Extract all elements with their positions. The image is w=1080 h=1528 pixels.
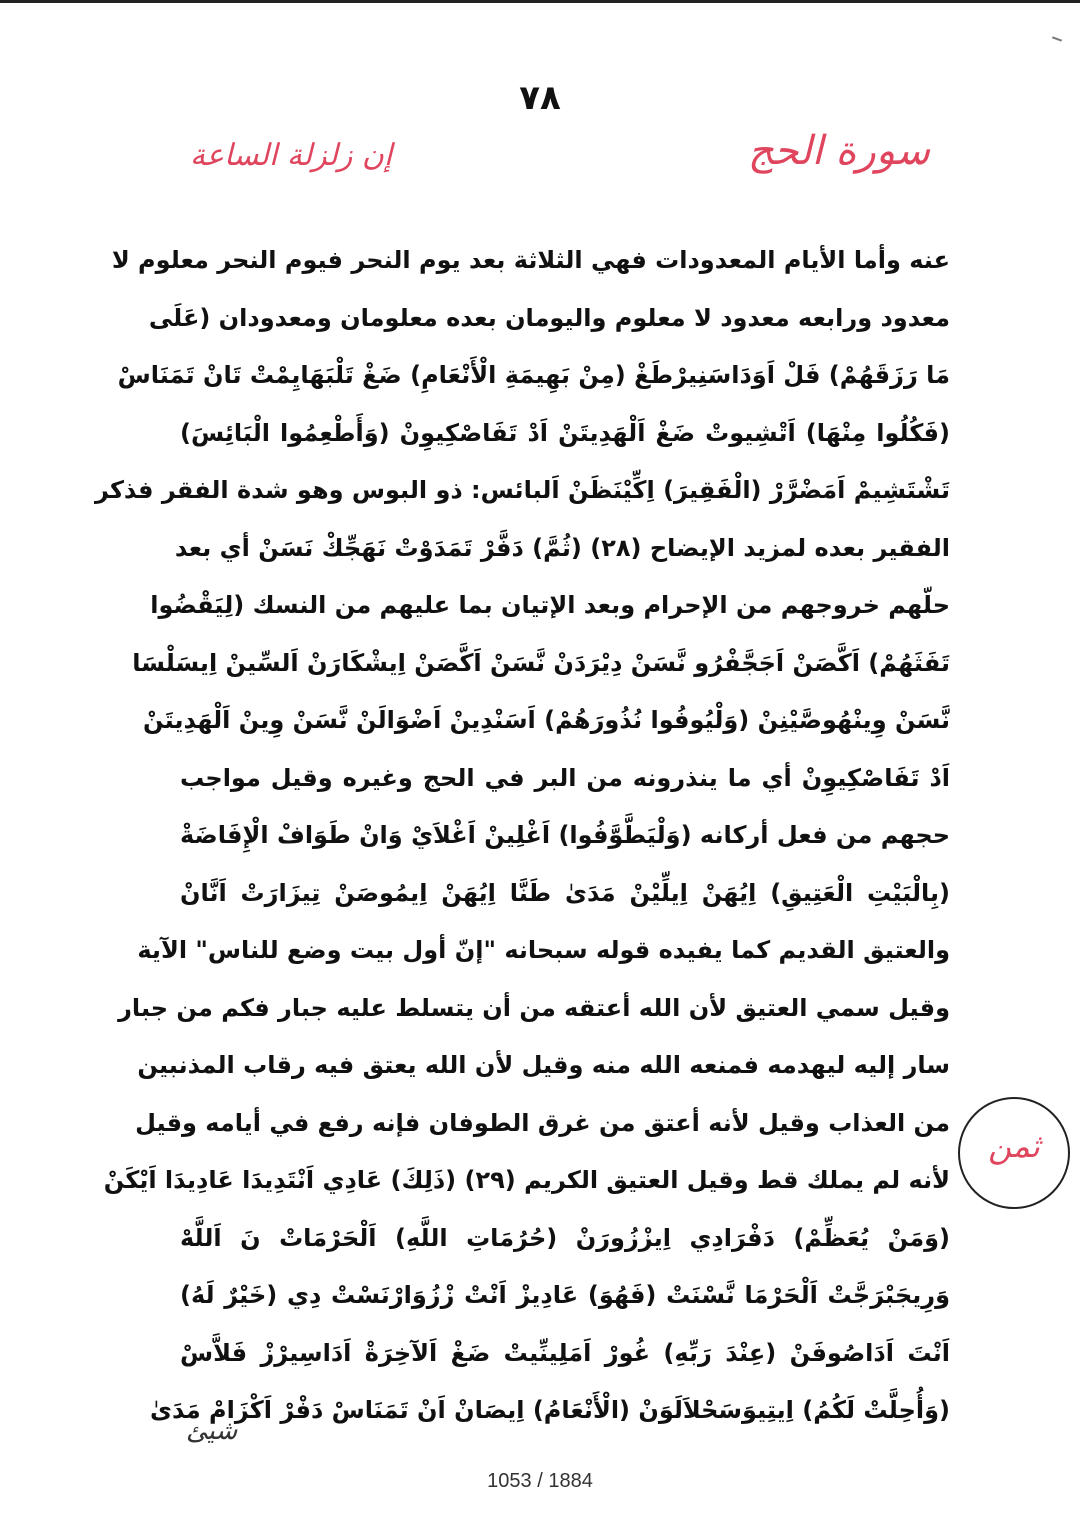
text-line: تَفَثَهُمْ) اَكَّصَنْ اَجَجَّفْرُو نَّسَنْ دِيْرَدَنْ نَّسَنْ اَكَّصَنْ اِيشْكَارَنْ اَلسِّينْ اِيسَلْسَا xyxy=(132,648,950,677)
text-line: الفقير بعده لمزيد الإيضاح (٢٨) (ثُمَّ) دَفَّرْ تَمَدَوْتْ نَهَجِّكْ نَسَنْ أي بعد xyxy=(174,533,950,562)
text-line: والعتيق القديم كما يفيده قوله سبحانه "إنّ أول بيت وضع للناس" الآية xyxy=(137,936,950,964)
text-line: مَا رَزَقَهُمْ) فَلْ اَوَدَاسَنِيرْطَغْ (مِنْ بَهِيمَةِ الْأَنْعَامِ) ضَغْ تَلْبَهَايِمْتْ تَانْ تَمَنَاسْ xyxy=(117,361,950,389)
page-number: ٧٨ xyxy=(519,78,561,118)
text-line: لأنه لم يملك قط وقيل العتيق الكريم (٢٩) (ذَلِكَ) عَادِي اَنْتَدِيدَا عَادِيدَا اَيْكَنْ xyxy=(103,1166,950,1194)
text-line: معدود ورابعه معدود لا معلوم واليومان بعده معلومان ومعدودان (عَلَى xyxy=(148,303,950,332)
text-line: (وَمَنْ يُعَظِّمْ) دَفْرَادِي اِيزْزُورَنْ (حُرُمَاتِ اللَّهِ) اَلْحَرْمَاتْ نَ اَللَّهْ xyxy=(180,1223,950,1252)
text-line: حلّهم خروجهم من الإحرام وبعد الإتيان بما عليهم من النسك (لِيَقْضُوا xyxy=(150,591,950,619)
text-line: (فَكُلُوا مِنْهَا) اَتْشِيوتْ ضَغْ اَلْهَدِيتَنْ اَدْ تَفَاصْكِيوِنْ (وَأَطْعِمُوا الْبَائِسَ) xyxy=(180,418,950,447)
text-line: (وَأُحِلَّتْ لَكُمُ) اِيتِيوَسَحْلاَلَوَنْ (الْأَنْعَامُ) اِيصَانْ اَنْ تَمَنَاسْ دَفْرْ اَكْزَامْ مَدَىٰ xyxy=(149,1396,950,1424)
text-line: اَنْتَ اَدَاصُوفَنْ (عِنْدَ رَبِّهِ) غُورْ اَمَلِينِّيتْ ضَغْ اَلآخِرَةْ اَدَاسِيرْزْ فَلاَّسْ xyxy=(180,1338,950,1367)
thumn-note: ثمن xyxy=(988,1127,1040,1165)
text-line: سار إليه ليهدمه فمنعه الله منه وقيل لأن الله يعتق فيه رقاب المذنبين xyxy=(137,1051,950,1079)
scan-mark xyxy=(1052,36,1062,41)
text-line: تَشْتَشِيمْ اَمَضْرَّرْ (الْفَقِيرَ) اِكِّيْنَظَنْ اَلبائس: ذو البوس وهو شدة الفقر فذكر xyxy=(95,476,950,504)
catchword: شيئ xyxy=(186,1416,238,1446)
text-line: حجهم من فعل أركانه (وَلْيَطَّوَّفُوا) اَغْلِينْ اَغْلاَيْ وَانْ طَوَافْ الْإِفَاضَةْ xyxy=(180,821,950,849)
margin-circle-note xyxy=(958,1097,1070,1209)
text-line: اَدْ تَفَاصْكِيوِنْ أي ما ينذرونه من البر في الحج وغيره وقيل مواجب xyxy=(180,763,950,792)
manuscript-body xyxy=(95,232,950,1440)
scan-top-edge xyxy=(0,0,1080,3)
text-line: عنه وأما الأيام المعدودات فهي الثلاثة بعد يوم النحر فيوم النحر معلوم لا xyxy=(111,246,950,274)
text-line: وَرِيجَبْرَجَّتْ اَلْحَرْمَا نَّسْنَتْ (فَهُوَ) عَادِيزْ اَنْتْ زْزُوَارْنَسْتْ دِي (خَيْرٌ لَهُ) xyxy=(180,1281,950,1309)
surah-handwritten-note: سورة الحج xyxy=(747,128,930,174)
text-line: نَّسَنْ وِينْهُوصَّيْنِنْ (وَلْيُوفُوا نُذُورَهُمْ) اَسَنْدِينْ اَضْوَالَنْ نَّسَنْ وِينْ اَلْهَدِيتَنْ xyxy=(143,706,950,734)
text-line: (بِالْبَيْتِ الْعَتِيقِ) اِيُهَنْ اِيلِّيْنْ مَدَىٰ طَنَّا اِيُهَنْ اِيمُوصَنْ تِيزَارَتْ اَنَّانْ xyxy=(180,878,950,907)
text-line: من العذاب وقيل لأنه أعتق من غرق الطوفان فإنه رفع في أيامه وقيل xyxy=(135,1108,950,1137)
hizb-handwritten-note: إن زلزلة الساعة xyxy=(190,138,393,173)
page-counter: 1053 / 1884 xyxy=(487,1470,593,1492)
text-line: وقيل سمي العتيق لأن الله أعتقه من أن يتسلط عليه جبار فكم من جبار xyxy=(118,993,950,1022)
